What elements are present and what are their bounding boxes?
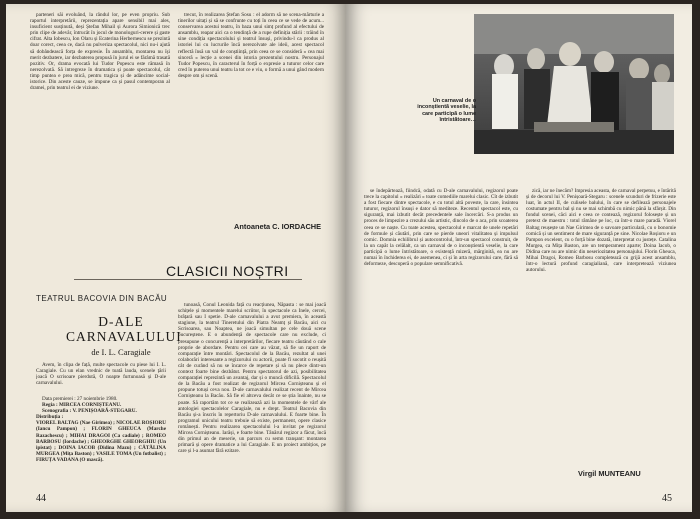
section-title: CLASICII NOȘTRI	[156, 263, 299, 279]
page-number-right: 45	[662, 493, 672, 504]
credit-cast: VIOREL BALTAG (Nae Girimea) ; NICOLAE ROȘIORU (Iancu Pampon) ; FLORIN GHEUCA (Marche Razachescu) ; MIHAI DRAGOI (Ca cadiale) ; ROMEO BARBOSU (Iordache) ; GHEORGHE GHEORGHIU (Un ipistat) ; DOINA IACOB (Didina Mazu) ; CĂTĂLINA MURGEA (Mița Baston) ; VASILE TOMA (Un fotbalist) ; FIRUȚA VADANA (O mască).	[36, 420, 166, 463]
theatre-heading: TEATRUL BACOVIA DIN BACĂU	[36, 294, 168, 303]
credit-scenography: Scenografia : V. PENIȘOARĂ-STEGARU.	[42, 408, 137, 415]
section-banner	[74, 259, 302, 288]
author-signature: Antoaneta C. IORDACHE	[234, 222, 322, 231]
photo-caption: Un carnaval de o inconștientă veselie, la care participă o lume întristătoare…	[417, 98, 476, 124]
play-title: D-ALE CARNAVALULUI	[66, 314, 182, 344]
page-44	[6, 4, 346, 512]
credit-premiere: Data premierei : 27 noiembrie 1980.	[42, 396, 118, 402]
page-number: 44	[36, 493, 46, 504]
article-column-middle: tunoasă, Conul Leonida față cu reacțiunea, Năpasta : se mai joacă schițele și momentele marelui scriitor, în spectacole ca Inele, cercei, brățară sau I spetie. D-ale carnavalului a avut premiera, în această stagiune, la teatrul Tineretului din Piatra Neamț și Bacău, aici cu Scrisoarea, sau Noaptea, ne joacă simultan pe cele două scene bucureștene. E o abundență de spectacole care nu exclude, ci presupune o concurență a interpretărilor, fiecare teatru căutând o cale proprie de abordare. Pentru cei care au văzut, să fie un raport de comparație între montări. Spectacolul de la Bacău, rezultat al unei colaborări interesante a regizorului cu actorii, poate fi socotit o reușită cât de curând să nu se încarce de repetare și să nu plece dintr-un context foarte bine dezbătut. Pentru spectatorul de azi, posibilitatea comparației reprezintă un avantaj, dar și o muncă dificilă. Spectacolul de la Bacău a fost realizat de regizorul Mircea Cornișteanu și el propune totuși ceva nou. D-ale carnavalului realizat recent de Mircea Cornișteanu la Bacău. Să fie el altceva decât ce se știa înainte, nu se poate. Să raportăm tot ce se realizează azi la momentele de vârf ale antologiei spectacolelor Caragiale, nu e drept. Teatrul Bacovia din Bacău și-a înscris în repertoriu D-ale carnavalului. E foarte bine. În programul unicului teatru trebuie să existe, permanent, opere clasice românești. Pentru realizarea spectacolului l-a invitat pe regizorul Mircea Cornișteanu. Iarăși, e foarte bine. Tânărul regizor a făcut, încă din primul an de meserie, un parcurs cu semn tranșant: montarea primară și opere dramatice a lui Caragiale. E un proiect ambițios, pe care și l-a asumat fără ezitare.	[178, 302, 326, 455]
credit-direction: Regia : MIRCEA CORNIȘTEANU.	[42, 402, 122, 409]
intro-paragraph: Avem, în clipa de față, multe spectacole cu piese lui I. L. Caragiale. Cu un elan vrednic de toată lauda, scenele țării joacă O scrisoare pierdută, O noapte furtunoasă și D-ale carnavalului.	[36, 362, 166, 387]
article-column-top-left: parteneri săi evoluând, la rândul lor, pe even propriu. Sub raportul interpretării, reprezentația apare sensibil mai ales, insuficient susținută, deși Ștefan Mihail și Aurora Simionică trec prin clipe de adevăr, întrucât în jocul de monologuri-cerere și gaste cifrat. Alta Iobescu, Ion Olaru și Ecaterina Herbernescu se prezintă doar corect, ceea ce, dacă nu pulveriza spectacolul, nici nu-i ajută să dobândească forța de expresie. În ansamblu, montarea nu își merit dezbatere, iar dezbaterea propusă în jurul ei se fărâmă trasată pozitiv. Or, drama evocată lui Tudor Popescu este rămasă în nerezolvată. Să intregreze în dramatica și poate spectacolul, cât timp puntea e prea mică, pentru tragica și de adâncime social-istorice. Din aceste cauze, se impune ca și pasul contemporan al dramei, prin teatrul ei de viziune.	[30, 12, 170, 92]
theatre-scene-photo	[474, 14, 674, 154]
production-credits	[36, 396, 166, 463]
author-signature-right: Virgil MUNTEANU	[578, 469, 641, 478]
article-column-right: zică, iar ne înecăm? Impresia aceasta, de carnaval perpetuu, e întărită și de decorul lui V. Penișoară-Stegaru : scenele scunduri de frizerie este luat, în actul II, de culisele balului, în care se defilează personajele costumate pentru bal și nu se mai schimbă cu nimic până la sfârșit. Din fondul scenei, căci aici e ceea ce contează, regizorul folosește și un pretext de maestru : totul rămâne pe loc, ca într-o mare paradă. Viorel Baltag reușește un Nae Girimea de o savoare particulară, cu o bonomie comică și un sentiment de mare siguranță pe sine. Nicolae Roșioru e un Pampon excelent, cu o forță bine dozată, interpretat cu justețe. Catalina Murgea, ca Mița Baston, are un temperament aparte; Doina Iacob, o Didina care nu are nimic din neseriozitatea personajului. Florin Gheuca, Mihai Dragoi, Romeo Barbosu completează cu grijă acest ansamblu, într-o lectură profund caragialiană, care interpretează viziunea autorului.	[526, 188, 676, 274]
article-column-top-right: trecut, în realizarea Ștefan Sosu : el adorm să ne scena-mărturie a tinerilor uitați și să se confrunte cu toți în ceea ce se vede de acum... conservarea acestui teatru, în baza unui simț profund al efectului de ansamblu, reapar aici ca o tendință de a rupe definiția stării : trăind în sine condiția spectacolului și teatrul însuși, privindu-l ca produs al istoriei lui cu lucrurile încă nerezolvate ale ideii, acest spectacol reflectă însă un val de conștiință, prin ceea ce se consideră « cea mai sinceră » lecție a scenei din istoria prezentului nostru. Personajul Tudor Popescu, în caracterul în forță o expresie a tuturor celor care cred în puterea unui teatru la tot ce e viu, o formă a unui gând modern despre om și scenă.	[178, 12, 324, 79]
play-author: de I. L. Caragiale	[91, 347, 151, 357]
page-45	[346, 4, 692, 512]
article-column-left: se îndepărtează, fiindcă, odată cu D-ale carnavalului, regizorul poate trece la capitolul « realizări » toate comediile marelui clasic. Cît de izbutit a fost fiecare dintre spectacole, e cu totul altă poveste, la care, însintea tuturor, regizorul însuși e dator să mediteze. Recentul spectacol este, cu siguranță, mai izbutit decât precedentele sale încercări. S-a produs un proces de limpezire a crezului său artistic, dincolo de o aca, prin scoaterea ceea ce se naște. Cu toate acestea, spectacolul e marcat de unele repetări de formule și căutări, prin care se pierde uneori vitalitatea și impulsul comic. Domnia echilibrul și autocontrolul, într-un spectacol construit, de la un capăt la celălalt, ca un carnaval de o inconștientă veselie, la care participă o lume întristătoare, o existență mizeră, mărginită, ea nu are numai în închiderea ei, de asemenea, ci și în arta regizorului care, fără să deformeze, descoperă o populare semnificativă.	[364, 188, 518, 268]
credit-cast-heading: Distribuția :	[36, 414, 64, 421]
banner-rule	[74, 279, 302, 280]
